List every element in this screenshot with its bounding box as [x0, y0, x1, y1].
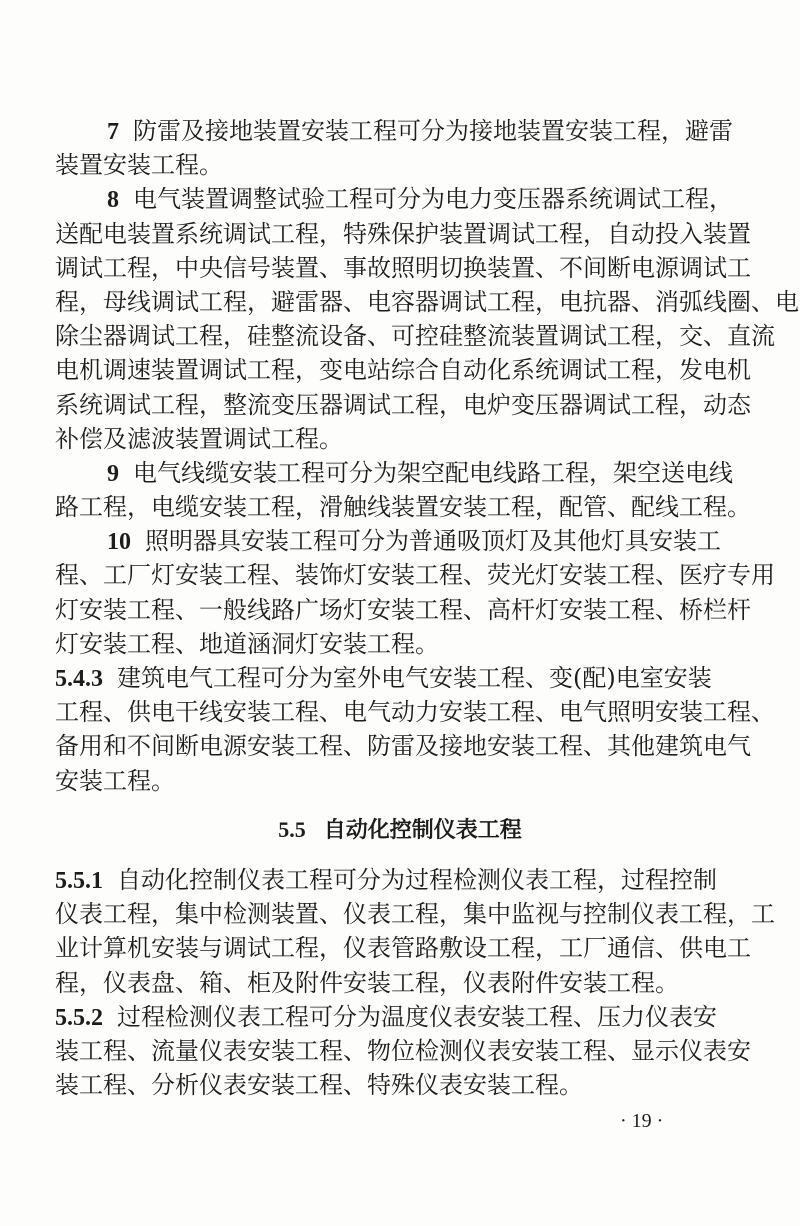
text-line	[55, 490, 751, 524]
line-text: 自动化控制仪表工程可分为过程检测仪表工程，过程控制	[117, 866, 717, 894]
line-text: 送配电装置系统调试工程，特殊保护装置调试工程，自动投入装置	[55, 219, 751, 248]
line-text: 防雷及接地装置安装工程可分为接地装置安装工程，避雷	[133, 117, 733, 145]
lower-text	[55, 863, 775, 1102]
line-text: 备用和不间断电源安装工程、防雷及接地安装工程、其他建筑电气	[55, 732, 751, 761]
line-text: 程，母线调试工程，避雷器、电容器调试工程，电抗器、消弧线圈、电	[55, 287, 799, 316]
line-text: 业计算机安装与调试工程，仪表管路敷设工程，工厂通信、供电工	[55, 934, 751, 963]
section-heading	[0, 813, 800, 844]
clause-5-5-1	[55, 863, 775, 1000]
line-text: 电气线缆安装工程可分为架空配电线路工程，架空送电线	[133, 458, 733, 487]
section-number: 5.5	[278, 817, 306, 842]
line-text: 路工程，电缆安装工程，滑触线装置安装工程，配管、配线工程。	[55, 493, 751, 522]
text-line	[55, 353, 751, 387]
text-line	[55, 524, 721, 558]
text-line	[55, 863, 717, 897]
text-line	[55, 661, 712, 695]
text-line	[55, 729, 751, 763]
upper-text	[55, 114, 799, 798]
line-text: 装工程、分析仪表安装工程、特殊仪表安装工程。	[55, 1071, 583, 1100]
line-text: 除尘器调试工程，硅整流设备、可控硅整流装置调试工程，交、直流	[55, 322, 775, 351]
text-line	[55, 456, 733, 490]
line-text: 过程检测仪表工程可分为温度仪表安装工程、压力仪表安	[117, 1002, 717, 1031]
line-text: 灯安装工程、地道涵洞灯安装工程。	[55, 629, 439, 658]
text-line	[55, 695, 775, 729]
text-line	[55, 217, 751, 251]
line-text: 仪表工程，集中检测装置、仪表工程，集中监视与控制仪表工程，工	[55, 900, 775, 929]
clause-10	[55, 524, 775, 661]
text-line	[55, 966, 698, 1000]
line-text: 系统调试工程，整流变压器调试工程，电炉变压器调试工程，动态	[55, 390, 751, 419]
text-line	[55, 251, 751, 285]
text-line	[55, 148, 698, 182]
clause-9	[55, 456, 751, 524]
line-text: 装工程、流量仪表安装工程、物位检测仪表安装工程、显示仪表安	[55, 1036, 751, 1065]
text-line	[55, 593, 751, 627]
clause-number: 8	[107, 187, 119, 214]
clause-7	[55, 114, 733, 182]
text-line	[55, 388, 751, 422]
clause-number: 5.5.2	[55, 1004, 103, 1031]
line-text: 照明器具安装工程可分为普通吸顶灯及其他灯具安装工	[145, 527, 721, 556]
line-text: 程，仪表盘、箱、柜及附件安装工程，仪表附件安装工程。	[55, 968, 679, 997]
line-text: 装置安装工程。	[55, 151, 223, 180]
page-number: · 19 ·	[620, 1110, 664, 1132]
text-line	[55, 931, 751, 965]
text-line	[55, 764, 698, 798]
clause-number: 5.5.1	[55, 868, 103, 894]
clause-5-5-2	[55, 1000, 751, 1103]
clause-number: 10	[107, 529, 131, 556]
line-text: 补偿及滤波装置调试工程。	[55, 424, 343, 453]
line-text: 调试工程，中央信号装置、事故照明切换装置、不间断电源调试工	[55, 253, 751, 282]
text-line	[55, 319, 775, 353]
text-line	[55, 285, 799, 319]
clause-number: 9	[107, 460, 119, 487]
line-text: 电机调速装置调试工程，变电站综合自动化系统调试工程，发电机	[55, 356, 751, 385]
section-title: 自动化控制仪表工程	[323, 817, 522, 843]
clause-8	[55, 182, 799, 456]
text-line	[55, 114, 733, 148]
line-text: 程、工厂灯安装工程、装饰灯安装工程、荧光灯安装工程、医疗专用	[55, 561, 775, 590]
clause-number: 7	[107, 119, 119, 145]
line-text: 工程、供电干线安装工程、电气动力安装工程、电气照明安装工程、	[55, 698, 775, 727]
line-text: 建筑电气工程可分为室外电气安装工程、变(配)电室安装	[117, 664, 712, 692]
text-line	[55, 897, 775, 931]
line-text: 安装工程。	[55, 766, 175, 795]
line-text: 电气装置调整试验工程可分为电力变压器系统调试工程，	[133, 185, 733, 214]
clause-number: 5.4.3	[55, 666, 103, 692]
text-line	[55, 1034, 751, 1068]
text-line	[55, 182, 733, 216]
text-line	[55, 422, 698, 456]
text-line	[55, 1068, 698, 1102]
text-line	[55, 1000, 717, 1034]
line-text: 灯安装工程、一般线路广场灯安装工程、高杆灯安装工程、桥栏杆	[55, 595, 751, 624]
text-line	[55, 558, 775, 592]
clause-5-4-3	[55, 661, 775, 798]
text-line	[55, 627, 698, 661]
